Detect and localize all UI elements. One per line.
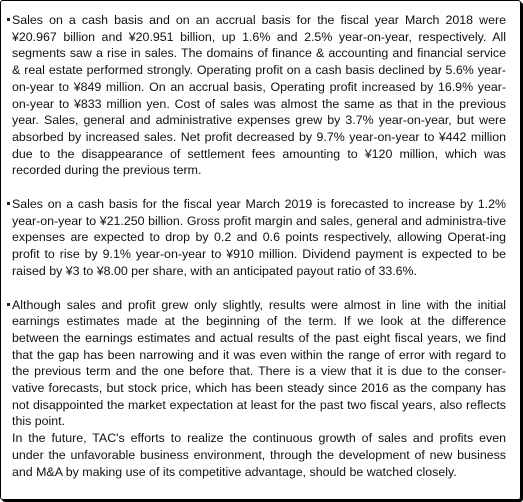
commentary-content <box>7 12 506 480</box>
section-paragraph: Sales on a cash basis and on an accrual basis for the fiscal year March 2018 were ¥20.967 billion and ¥20.951 billion, up 1.6% and 2.5% year-on-year, respectively. All segments saw a rise in sales. The domains of finance & accounting and financial service & real estate performed strongly. Operating profit on a cash basis declined by 5.6% year-on-year to ¥849 million. On an accrual basis, Operating profit increased by 16.9% year-on-year to ¥833 million yen. Cost of sales was almost the same as that in the previous year. Sales, general and administrative expenses grew by 3.7% year-on-year, but were absorbed by increased sales. Net profit decreased by 9.7% year-on-year to ¥442 million due to the disappearance of settlement fees amounting to ¥120 million, which was recorded during the previous term. <box>12 13 506 178</box>
section-fy2019-forecast <box>7 196 506 280</box>
section-paragraph: Although sales and profit grew only slightly, results were almost in line with the initial earnings estimates made at the beginning of the term. If we look at the difference between the earnings estimates and actual results of the past eight fiscal years, we find that the gap has been narrowing and it was even within the range of error with regard to the previous term and the one before that. There is a view that it is due to the conser-vative forecasts, but stock price, which has been steady since 2016 as the company has not disappointed the market expectation at least for the past two fiscal years, also reflects this point. <box>12 297 506 429</box>
bullet-marker <box>7 18 10 21</box>
bullet-marker <box>7 202 10 205</box>
section-outlook <box>7 297 506 481</box>
section-paragraph: Sales on a cash basis for the fiscal year March 2019 is forecasted to increase by 1.2% year-on-year to ¥21.250 billion. Gross profit margin and sales, general and administra-tive expenses are expected to drop by 0.2 and 0.6 points respectively, allowing Operat-ing profit to rise by 9.1% year-on-year to ¥910 million. Dividend payment is expected to be raised by ¥3 to ¥8.00 per share, with an anticipated payout ratio of 33.6%. <box>12 197 506 278</box>
section-fy2018-results <box>7 12 506 179</box>
section-paragraph: In the future, TAC's efforts to realize the continuous growth of sales and profits even under the unfavorable business environment, through the development of new business and M&A by making use of its competitive advantage, should be watched closely. <box>12 431 506 479</box>
bullet-marker <box>7 303 10 306</box>
